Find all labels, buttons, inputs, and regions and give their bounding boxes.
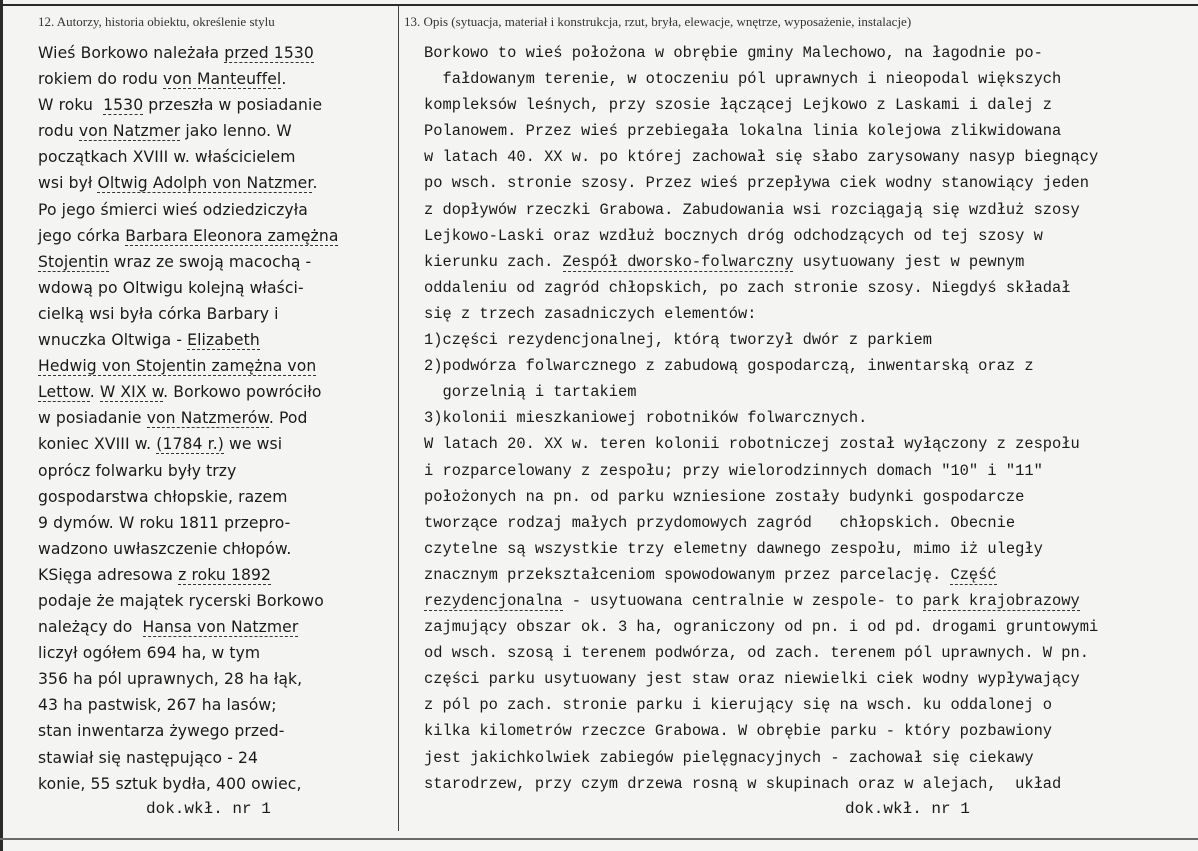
history-text-line xyxy=(38,249,393,275)
underlined-text: Stojentin xyxy=(38,252,109,271)
description-text-line xyxy=(424,144,1184,170)
text-run: Lejkowo-Laski oraz wzdłuż bocznych dróg odchodzących od tej szosy w xyxy=(424,226,1043,245)
column-divider xyxy=(398,6,399,831)
text-run: KSięga adresowa xyxy=(38,565,179,584)
bottom-border-line xyxy=(0,838,1198,840)
section-13-header: 13. Opis (sytuacja, materiał i konstrukcja, rzut, bryła, elewacje, wnętrze, wyposażenie, instalacje) xyxy=(404,14,912,29)
text-run: położonych na pn. od parku wzniesione zostały budynki gospodarcze xyxy=(424,487,1025,506)
history-text-line xyxy=(38,458,393,484)
top-border-line xyxy=(0,4,1198,6)
underlined-text: przed 1530 xyxy=(224,44,314,62)
text-run: fałdowanym terenie, w otoczeniu pól uprawnych i nieopodal większych xyxy=(424,70,1062,89)
description-text-line xyxy=(424,588,1184,614)
history-text-line xyxy=(38,170,393,196)
text-run: 2)podwórza folwarcznego z zabudową gospodarczą, inwentarską oraz z xyxy=(424,357,1034,376)
history-text-line xyxy=(38,431,393,457)
text-run: z pól po zach. stronie parku i kierujący się na wsch. ku oddalonej o xyxy=(424,696,1053,715)
text-run: cielką wsi była córka Barbary i xyxy=(38,304,279,323)
history-text-line xyxy=(38,197,393,223)
description-text-line xyxy=(424,771,1184,797)
description-text-line xyxy=(424,275,1184,301)
text-run: Polanowem. Przez wieś przebiegała lokalna linia kolejowa zlikwidowana xyxy=(424,122,1062,141)
history-text-line xyxy=(38,510,393,536)
description-text-line xyxy=(424,640,1184,666)
underlined-text: Oltwig Adolph von Natzmer xyxy=(97,174,313,193)
text-run: części parku usytuowany jest staw oraz niewielki ciek wodny wypływający xyxy=(424,670,1080,689)
description-text-line xyxy=(424,614,1184,640)
history-text-line xyxy=(38,40,393,66)
description-text-line xyxy=(424,379,1184,405)
history-text-line xyxy=(38,536,393,562)
description-text-line xyxy=(424,745,1184,771)
text-run: tworzące rodzaj małych przydomowych zagród chłopskich. Obecnie xyxy=(424,513,1016,532)
text-run: kierunku zach. xyxy=(424,252,563,271)
text-run: od wsch. szosą i terenem podwórza, od zach. terenem pól uprawnych. W pn. xyxy=(424,644,1089,663)
description-text-line xyxy=(424,197,1184,223)
text-run: z dopływów rzeczki Grabowa. Zabudowania wsi rozciągają się wzdłuż szosy xyxy=(424,200,1080,219)
text-run: W roku xyxy=(38,96,104,115)
text-run: gorzelnią i tartakiem xyxy=(424,383,637,402)
description-text-line xyxy=(424,536,1184,562)
history-text-line xyxy=(38,144,393,170)
text-run: liczył ogółem 694 ha, w tym xyxy=(38,644,261,663)
description-text-line xyxy=(424,562,1184,588)
text-run: rokiem do rodu xyxy=(38,70,163,89)
history-text-column xyxy=(38,40,393,797)
text-run: stawiał się następująco - 24 xyxy=(38,748,259,767)
text-run: kompleksów leśnych, przy szosie łączącej Lejkowo z Laskami i dalej z xyxy=(424,96,1053,115)
text-run: Po jego śmierci wieś odziedziczyła xyxy=(38,200,308,219)
text-run: wsi był xyxy=(38,174,98,193)
text-run: kilka kilometrów rzeczce Grabowa. W obrębie parku - który pozbawiony xyxy=(424,722,1053,741)
history-text-line xyxy=(38,223,393,249)
text-run: konie, 55 sztuk bydła, 400 owiec, xyxy=(38,774,302,793)
text-run: Borkowo to wieś położona w obrębie gminy Malechowo, na łagodnie po- xyxy=(424,44,1043,62)
underlined-text: z roku 1892 xyxy=(178,565,272,584)
history-text-line xyxy=(38,92,393,118)
description-text-line xyxy=(424,692,1184,718)
description-text-line xyxy=(424,66,1184,92)
text-run: Wieś Borkowo należała xyxy=(38,44,225,62)
text-run: usytuowany jest w pewnym xyxy=(793,252,1025,271)
history-text-line xyxy=(38,745,393,771)
description-text-line xyxy=(424,40,1184,66)
text-run: W latach 20. XX w. teren kolonii robotniczej został wyłączony z zespołu xyxy=(424,435,1080,454)
underlined-text: 1530 xyxy=(103,96,144,115)
underlined-text: von Manteuffel xyxy=(162,70,282,89)
text-run: . xyxy=(281,70,287,89)
text-run: jest jakichkolwiek zabiegów pielęgnacyjnych - zachował się ciekawy xyxy=(424,748,1034,767)
right-footer-reference: dok.wkł. nr 1 xyxy=(845,800,970,818)
history-text-line xyxy=(38,327,393,353)
text-run: czytelne są wszystkie trzy elemetny dawnego zespołu, mimo iż uległy xyxy=(424,539,1043,558)
text-run: 43 ha pastwisk, 267 ha lasów; xyxy=(38,696,277,715)
text-run: wraz ze swoją macochą - xyxy=(108,252,312,271)
description-text-line xyxy=(424,666,1184,692)
text-run: koniec XVIII w. xyxy=(38,435,157,454)
description-text-line xyxy=(424,92,1184,118)
underlined-text: W XIX w xyxy=(99,383,164,402)
history-text-line xyxy=(38,771,393,797)
left-edge-line xyxy=(0,0,3,851)
description-text-line xyxy=(424,301,1184,327)
text-run: starodrzew, przy czym drzewa rosną w skupinach oraz w alejach, układ xyxy=(424,774,1062,793)
text-run: po wsch. stronie szosy. Przez wieś przepływa ciek wodny stanowiący jeden xyxy=(424,174,1089,193)
history-text-line xyxy=(38,484,393,510)
text-run: 9 dymów. W roku 1811 przepro- xyxy=(38,513,291,532)
history-text-line xyxy=(38,562,393,588)
history-text-line xyxy=(38,301,393,327)
section-12-header: 12. Autorzy, historia obiektu, określenie stylu xyxy=(38,14,275,29)
description-text-line xyxy=(424,170,1184,196)
text-run: początkach XVIII w. właścicielem xyxy=(38,148,296,167)
text-run: zajmujący obszar ok. 3 ha, ograniczony od pn. i od pd. drogami gruntowymi xyxy=(424,618,1099,637)
underlined-text: Hedwig von Stojentin zamężna von xyxy=(38,357,317,376)
underlined-text: park krajobrazowy xyxy=(922,591,1080,610)
description-text-line xyxy=(424,431,1184,457)
description-text-line xyxy=(424,249,1184,275)
underlined-text: Zespół dworsko-folwarczny xyxy=(562,252,794,271)
text-run: przeszła w posiadanie xyxy=(143,96,323,115)
history-text-line xyxy=(38,405,393,431)
description-text-line xyxy=(424,484,1184,510)
text-run: . Borkowo powróciło xyxy=(163,383,322,402)
underlined-text: Lettow xyxy=(38,383,90,402)
description-text-line xyxy=(424,353,1184,379)
description-text-line xyxy=(424,458,1184,484)
history-text-line xyxy=(38,692,393,718)
text-run: we wsi xyxy=(223,435,283,454)
text-run: wnuczka Oltwiga - xyxy=(38,331,188,350)
text-run: . xyxy=(89,383,100,402)
text-run: 3)kolonii mieszkaniowej robotników folwarcznych. xyxy=(424,409,868,428)
text-run: rodu xyxy=(38,122,79,141)
description-text-line xyxy=(424,405,1184,431)
history-text-line xyxy=(38,588,393,614)
text-run: . xyxy=(312,174,318,193)
text-run: 356 ha pól uprawnych, 28 ha łąk, xyxy=(38,670,303,689)
text-run: . Pod xyxy=(268,409,308,428)
underlined-text: Część xyxy=(950,565,997,584)
underlined-text: von Natzmer xyxy=(78,122,181,141)
text-run: w posiadanie xyxy=(38,409,147,428)
underlined-text: (1784 r.) xyxy=(156,435,224,454)
text-run: i rozparcelowany z zespołu; przy wielorodzinnych domach "10" i "11" xyxy=(424,461,1043,480)
history-text-line xyxy=(38,353,393,379)
text-run: znacznym przekształceniom spowodowanym przez parcelację. xyxy=(424,565,951,584)
text-run: podaje że majątek rycerski Borkowo xyxy=(38,591,324,610)
text-run: należący do xyxy=(38,618,143,637)
description-text-line xyxy=(424,327,1184,353)
history-text-line xyxy=(38,379,393,405)
description-text-line xyxy=(424,223,1184,249)
history-text-line xyxy=(38,118,393,144)
text-run: oprócz folwarku były trzy xyxy=(38,461,237,480)
history-text-line xyxy=(38,718,393,744)
history-text-line xyxy=(38,666,393,692)
underlined-text: Hansa von Natzmer xyxy=(142,618,299,637)
underlined-text: Barbara Eleonora zamężna xyxy=(125,226,339,245)
text-run: wadzono uwłaszczenie chłopów. xyxy=(38,539,292,558)
underlined-text: Elizabeth xyxy=(187,331,260,350)
description-text-line xyxy=(424,118,1184,144)
history-text-line xyxy=(38,640,393,666)
underlined-text: rezydencjonalna xyxy=(424,591,563,610)
left-footer-reference: dok.wkł. nr 1 xyxy=(146,800,271,818)
history-text-line xyxy=(38,66,393,92)
history-text-line xyxy=(38,275,393,301)
text-run: jako lenno. W xyxy=(180,122,292,141)
underlined-text: von Natzmerów xyxy=(146,409,269,428)
text-run: wdową po Oltwigu kolejną właści- xyxy=(38,278,304,297)
description-text-line xyxy=(424,718,1184,744)
description-text-column xyxy=(424,40,1184,797)
text-run: stan inwentarza żywego przed- xyxy=(38,722,285,741)
history-text-line xyxy=(38,614,393,640)
text-run: - usytuowana centralnie w zespole- to xyxy=(562,591,923,610)
description-text-line xyxy=(424,510,1184,536)
text-run: w latach 40. XX w. po której zachował się słabo zarysowany nasyp biegnący xyxy=(424,148,1099,167)
text-run: gospodarstwa chłopskie, razem xyxy=(38,487,288,506)
text-run: jego córka xyxy=(38,226,126,245)
text-run: 1)części rezydencjonalnej, którą tworzył dwór z parkiem xyxy=(424,331,932,350)
text-run: się z trzech zasadniczych elementów: xyxy=(424,304,757,323)
text-run: oddaleniu od zagród chłopskich, po zach stronie szosy. Niegdyś składał xyxy=(424,278,1071,297)
